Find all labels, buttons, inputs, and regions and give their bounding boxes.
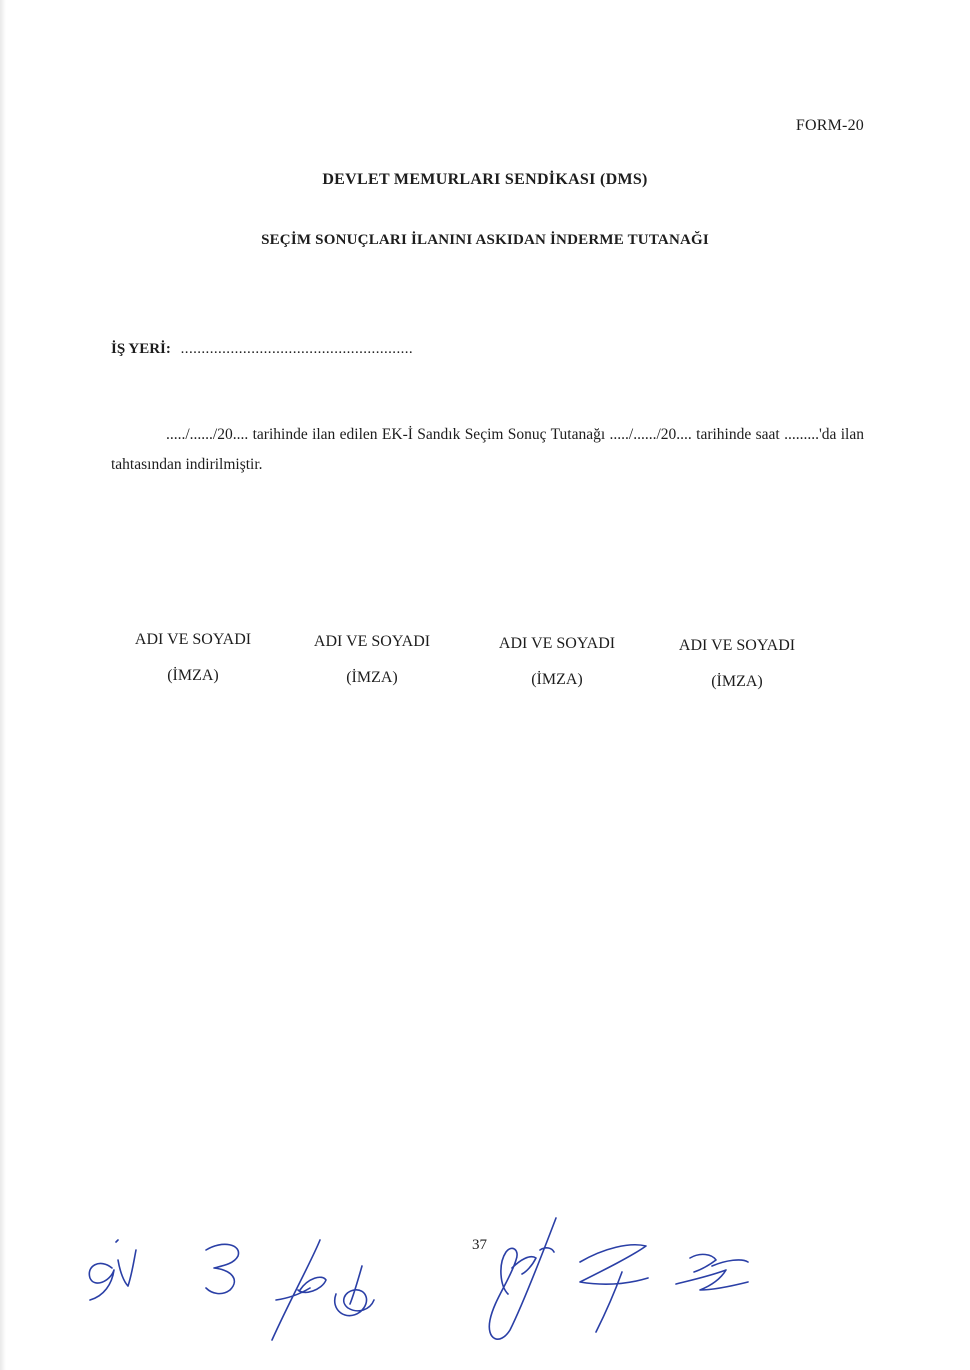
page-number: 37 [472, 1237, 487, 1253]
scan-edge [0, 0, 6, 1370]
signatory-1 [108, 628, 278, 688]
signature-block [112, 628, 832, 708]
handwritten-initial-5 [489, 1218, 556, 1339]
workplace-label: İŞ YERİ: [111, 341, 171, 357]
document-title: SEÇİM SONUÇLARI İLANINI ASKIDAN İNDERME TUTANAĞI [261, 232, 709, 248]
signatory-signature-label: (İMZA) [531, 671, 583, 688]
body-paragraph: ...../....../20.... tarihinde ilan edilen EK-İ Sandık Seçim Sonuç Tutanağı ...../....../20.... tarihinde saat .........'da ilan tahtasından indirilmiştir. [111, 426, 864, 473]
handwritten-initial-7 [676, 1254, 748, 1290]
workplace-field [111, 341, 413, 358]
organization-title: DEVLET MEMURLARI SENDİKASI (DMS) [322, 171, 648, 188]
handwritten-initials [0, 1190, 970, 1360]
signatory-name-label: ADI VE SOYADI [678, 637, 796, 654]
handwritten-initial-1 [89, 1240, 136, 1300]
handwritten-initial-3 [272, 1240, 326, 1340]
signatory-signature-label: (İMZA) [346, 669, 398, 686]
workplace-blank: ........................................................ [180, 341, 414, 357]
signatory-signature-label: (İMZA) [167, 667, 219, 684]
form-code: FORM-20 [795, 117, 864, 134]
signatory-3 [472, 632, 642, 692]
signatory-name-label: ADI VE SOYADI [313, 633, 431, 650]
signatory-4 [652, 634, 822, 694]
signatory-name-label: ADI VE SOYADI [134, 631, 252, 648]
handwritten-initial-2 [206, 1244, 239, 1293]
signatory-signature-label: (İMZA) [711, 673, 763, 690]
handwritten-initial-6 [580, 1245, 648, 1332]
signatory-name-label: ADI VE SOYADI [498, 635, 616, 652]
handwritten-initial-4 [335, 1266, 374, 1316]
signatory-2 [287, 630, 457, 690]
